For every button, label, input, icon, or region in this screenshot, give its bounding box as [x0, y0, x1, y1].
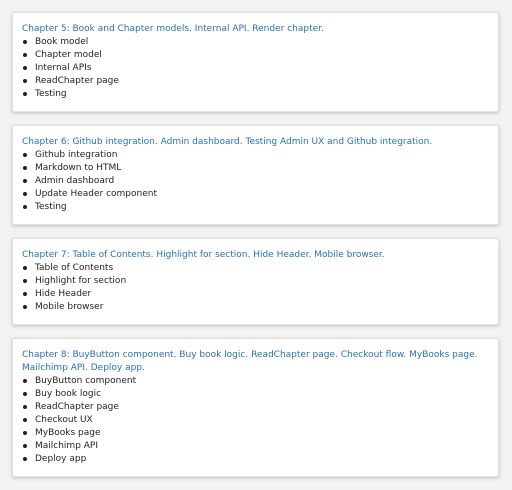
list-item: Highlight for section [22, 275, 489, 288]
list-item: Mobile browser [22, 301, 489, 314]
bullet-icon [23, 431, 27, 435]
chapter-6-topics [22, 149, 489, 214]
list-item: Github integration [22, 149, 489, 162]
list-item: ReadChapter page [22, 401, 489, 414]
list-item: Checkout UX [22, 414, 489, 427]
list-item: Buy book logic [22, 388, 489, 401]
bullet-icon [23, 192, 27, 196]
list-item: Table of Contents [22, 262, 489, 275]
list-item: Update Header component [22, 188, 489, 201]
chapter-5-link[interactable]: Chapter 5: Book and Chapter models. Internal API. Render chapter. [22, 24, 324, 34]
chapter-8-link[interactable]: Chapter 8: BuyButton component. Buy book logic. ReadChapter page. Checkout flow. MyBooks page. Mailchimp API. Deploy app. [22, 350, 478, 373]
chapter-list [12, 12, 499, 490]
chapter-card-5 [12, 12, 499, 112]
chapter-card-7 [12, 238, 499, 325]
list-item: MyBooks page [22, 427, 489, 440]
chapter-5-topics [22, 36, 489, 101]
bullet-icon [23, 379, 27, 383]
chapter-8-topics [22, 375, 489, 466]
bullet-icon [23, 92, 27, 96]
bullet-icon [23, 66, 27, 70]
bullet-icon [23, 40, 27, 44]
chapter-7-link[interactable]: Chapter 7: Table of Contents. Highlight for section. Hide Header. Mobile browser. [22, 250, 385, 260]
bullet-icon [23, 279, 27, 283]
bullet-icon [23, 392, 27, 396]
bullet-icon [23, 179, 27, 183]
chapter-6-link[interactable]: Chapter 6: Github integration. Admin dashboard. Testing Admin UX and Github integration. [22, 137, 433, 147]
list-item: Markdown to HTML [22, 162, 489, 175]
list-item: Internal APIs [22, 62, 489, 75]
bullet-icon [23, 79, 27, 83]
bullet-icon [23, 444, 27, 448]
list-item: ReadChapter page [22, 75, 489, 88]
bullet-icon [23, 166, 27, 170]
bullet-icon [23, 305, 27, 309]
bullet-icon [23, 205, 27, 209]
bullet-icon [23, 457, 27, 461]
list-item: Deploy app [22, 453, 489, 466]
bullet-icon [23, 53, 27, 57]
bullet-icon [23, 153, 27, 157]
list-item: Admin dashboard [22, 175, 489, 188]
list-item: Chapter model [22, 49, 489, 62]
bullet-icon [23, 405, 27, 409]
bullet-icon [23, 292, 27, 296]
list-item: Mailchimp API [22, 440, 489, 453]
list-item: Book model [22, 36, 489, 49]
bullet-icon [23, 418, 27, 422]
bullet-icon [23, 266, 27, 270]
chapter-card-8 [12, 338, 499, 477]
list-item: Hide Header [22, 288, 489, 301]
chapter-7-topics [22, 262, 489, 314]
list-item: Testing [22, 201, 489, 214]
list-item: Testing [22, 88, 489, 101]
chapter-card-6 [12, 125, 499, 225]
list-item: BuyButton component [22, 375, 489, 388]
